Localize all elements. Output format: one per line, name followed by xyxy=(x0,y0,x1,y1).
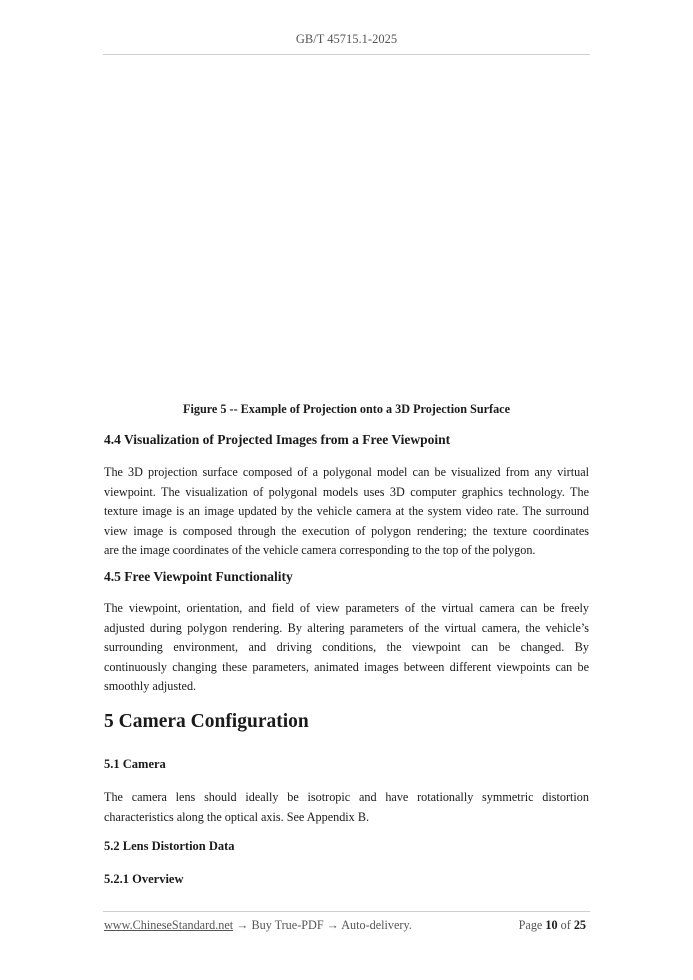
figure-caption: Figure 5 -- Example of Projection onto a 3D Projection Surface xyxy=(183,402,510,416)
section-5-1-heading: 5.1 Camera xyxy=(104,757,166,771)
section-5-heading: 5 Camera Configuration xyxy=(104,711,309,732)
document-id-header: GB/T 45715.1-2025 xyxy=(295,32,398,46)
paragraph-line: are the image coordinates of the vehicle camera corresponding to the top of the polygon. xyxy=(104,543,536,558)
paragraph-line: adjusted during polygon rendering. By altering parameters of the virtual camera, the vehicle’s xyxy=(104,620,589,635)
header-divider xyxy=(103,54,590,55)
section-5-1-paragraph xyxy=(104,788,589,827)
paragraph-line: surrounding environment, and driving conditions, the viewpoint can be changed. By xyxy=(104,640,589,655)
arrow-right-icon: → xyxy=(326,918,339,932)
section-4-5-paragraph xyxy=(104,599,589,697)
figure-image-area xyxy=(103,62,590,392)
paragraph-line: The camera lens should ideally be isotropic and have rotationally symmetric distortion xyxy=(104,790,589,804)
paragraph-line: texture image is an image updated by the vehicle camera at the system video rate. The surround xyxy=(104,504,589,519)
page-label: Page xyxy=(518,918,543,932)
footer-promo xyxy=(104,918,412,933)
page-current: 10 xyxy=(545,918,558,932)
paragraph-line: characteristics along the optical axis. See Appendix B. xyxy=(104,809,370,824)
site-link[interactable]: www.ChineseStandard.net xyxy=(104,918,234,932)
section-4-4-paragraph xyxy=(104,463,589,561)
auto-delivery-text: Auto-delivery. xyxy=(341,918,412,932)
paragraph-line: continuously changing these parameters, animated images between different viewpoints can be xyxy=(104,659,589,674)
section-5-2-heading: 5.2 Lens Distortion Data xyxy=(104,839,235,853)
paragraph-line: viewpoint. The visualization of polygonal models uses 3D computer graphics technology. The xyxy=(104,484,589,499)
arrow-right-icon: → xyxy=(236,918,249,932)
buy-true-pdf-text: Buy True-PDF xyxy=(251,918,324,932)
paragraph-line: view image is composed through the execution of polygon rendering; the texture coordinates xyxy=(104,523,589,538)
page-of-label: of xyxy=(560,918,571,932)
page-total: 25 xyxy=(573,918,586,932)
paragraph-line: The viewpoint, orientation, and field of view parameters of the virtual camera can be freely xyxy=(104,601,589,615)
paragraph-line: The 3D projection surface composed of a polygonal model can be visualized from any virtual xyxy=(104,465,589,479)
section-5-2-1-heading: 5.2.1 Overview xyxy=(104,872,184,886)
section-4-4-heading: 4.4 Visualization of Projected Images from a Free Viewpoint xyxy=(104,432,451,447)
page-number xyxy=(519,918,586,933)
footer-divider xyxy=(103,911,590,912)
paragraph-line: smoothly adjusted. xyxy=(104,679,197,694)
section-4-5-heading: 4.5 Free Viewpoint Functionality xyxy=(104,569,293,584)
